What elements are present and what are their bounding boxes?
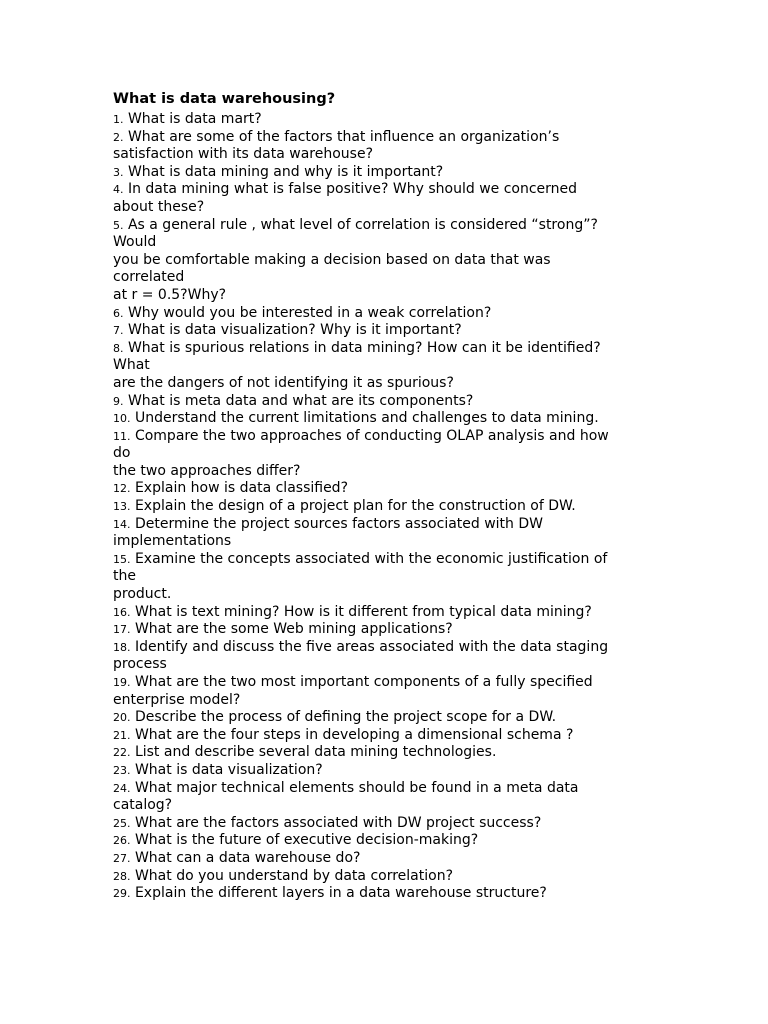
question-line (113, 269, 658, 287)
question-number: 19. (113, 676, 131, 689)
question-text: What is spurious relations in data mining? How can it be identified? (127, 339, 601, 356)
question-line (113, 604, 658, 622)
question-line (113, 199, 658, 217)
question-text: do (113, 445, 131, 462)
question-item (113, 780, 658, 815)
question-text: List and describe several data mining technologies. (134, 744, 497, 761)
question-line (113, 709, 658, 727)
question-number: 24. (113, 781, 131, 795)
question-text: at r = 0.5?Why? (113, 286, 227, 303)
question-line (113, 656, 658, 674)
document-page (113, 88, 658, 903)
question-text: Why would you be interested in a weak correlation? (127, 304, 492, 321)
question-line (113, 551, 658, 569)
question-line (113, 692, 658, 710)
question-item (113, 832, 658, 850)
question-line (113, 463, 658, 481)
question-line (113, 516, 658, 534)
question-text: are the dangers of not identifying it as spurious? (113, 374, 454, 391)
question-item (113, 410, 658, 428)
question-text: What is data visualization? (134, 761, 323, 778)
question-text: What do you understand by data correlation? (134, 867, 453, 884)
question-line (113, 868, 658, 886)
question-item (113, 111, 658, 129)
question-line (113, 762, 658, 780)
question-number: 18. (113, 640, 131, 654)
question-item (113, 164, 658, 182)
question-number: 22. (113, 746, 131, 760)
question-item (113, 480, 658, 498)
question-number: 25. (113, 816, 131, 830)
question-line (113, 850, 658, 868)
question-text: As a general rule , what level of correlation is considered “strong”? (127, 216, 598, 233)
question-text: you be comfortable making a decision based on data that was (113, 251, 551, 268)
question-text: process (113, 656, 167, 673)
question-text: In data mining what is false positive? Why should we concerned (127, 181, 578, 198)
question-line (113, 428, 658, 446)
question-text: Identify and discuss the five areas associated with the data staging (134, 638, 609, 655)
question-line (113, 815, 658, 833)
question-number: 8. (113, 341, 124, 355)
question-number: 15. (113, 552, 131, 566)
question-line (113, 357, 658, 375)
question-line (113, 164, 658, 182)
question-number: 27. (113, 851, 131, 865)
question-text: the (113, 568, 136, 585)
question-line (113, 480, 658, 498)
question-number: 13. (113, 500, 131, 514)
question-text: What are the two most important components of a fully specified (134, 674, 593, 690)
question-text: What is the future of executive decision-making? (134, 832, 479, 849)
question-item (113, 674, 658, 709)
question-line (113, 393, 658, 411)
question-text: correlated (113, 269, 185, 286)
question-line (113, 445, 658, 463)
question-item (113, 393, 658, 411)
question-line (113, 252, 658, 270)
question-line (113, 111, 658, 129)
question-item (113, 340, 658, 393)
question-line (113, 217, 658, 235)
document-title: What is data warehousing? (113, 91, 336, 107)
question-number: 16. (113, 605, 131, 619)
question-item (113, 516, 658, 551)
question-item (113, 621, 658, 639)
question-text: catalog? (113, 797, 173, 814)
question-text: Explain the design of a project plan for the construction of DW. (134, 498, 576, 515)
question-number: 2. (113, 130, 124, 144)
question-number: 28. (113, 869, 131, 883)
question-text: What are the four steps in developing a dimensional schema ? (134, 726, 574, 743)
question-text: satisfaction with its data warehouse? (113, 146, 374, 163)
question-item (113, 850, 658, 868)
question-item (113, 639, 658, 674)
question-line (113, 305, 658, 323)
question-item (113, 322, 658, 340)
question-item (113, 551, 658, 604)
question-text: What major technical elements should be found in a meta data (134, 779, 579, 796)
question-text: implementations (113, 533, 232, 550)
question-item (113, 885, 658, 903)
question-number: 26. (113, 834, 131, 848)
question-line (113, 832, 658, 850)
question-line (113, 498, 658, 516)
question-number: 1. (113, 113, 124, 126)
question-item (113, 428, 658, 481)
question-item (113, 217, 658, 305)
question-number: 14. (113, 517, 131, 531)
question-text: What (113, 357, 150, 374)
question-item (113, 762, 658, 780)
question-line (113, 410, 658, 428)
question-number: 17. (113, 623, 131, 637)
question-number: 21. (113, 728, 131, 742)
question-number: 29. (113, 887, 131, 901)
question-item (113, 129, 658, 164)
question-number: 5. (113, 218, 124, 232)
question-text: What can a data warehouse do? (134, 849, 361, 866)
question-line (113, 568, 658, 586)
question-text: product. (113, 586, 172, 603)
question-number: 7. (113, 324, 124, 338)
question-line (113, 780, 658, 798)
question-text: Compare the two approaches of conducting OLAP analysis and how (134, 427, 609, 444)
question-text: Examine the concepts associated with the economic justification of (134, 550, 608, 567)
question-text: Understand the current limitations and challenges to data mining. (134, 410, 599, 427)
question-text: What are the factors associated with DW project success? (134, 814, 542, 831)
question-line (113, 375, 658, 393)
question-line (113, 129, 658, 147)
question-text: What is text mining? How is it different from typical data mining? (134, 603, 592, 620)
question-item (113, 181, 658, 216)
question-text: about these? (113, 198, 205, 215)
question-item (113, 868, 658, 886)
question-number: 20. (113, 711, 131, 725)
question-item (113, 709, 658, 727)
question-text: What is data visualization? Why is it important? (127, 322, 462, 339)
question-list (113, 111, 658, 903)
question-line (113, 586, 658, 604)
question-line (113, 146, 658, 164)
question-number: 6. (113, 306, 124, 320)
question-number: 3. (113, 165, 124, 179)
question-line (113, 639, 658, 657)
question-item (113, 744, 658, 762)
question-text: Would (113, 234, 157, 251)
question-text: Determine the project sources factors associated with DW (134, 515, 543, 532)
question-number: 23. (113, 763, 131, 777)
question-line (113, 181, 658, 199)
question-number: 12. (113, 482, 131, 496)
question-line (113, 621, 658, 639)
question-text: What is meta data and what are its components? (127, 392, 474, 409)
question-text: What is data mining and why is it important? (127, 163, 444, 180)
question-line (113, 727, 658, 745)
question-line (113, 885, 658, 903)
question-text: Describe the process of defining the project scope for a DW. (134, 709, 557, 726)
question-text: Explain the different layers in a data warehouse structure? (134, 885, 547, 902)
question-number: 9. (113, 394, 124, 408)
question-text: the two approaches differ? (113, 462, 301, 479)
question-item (113, 604, 658, 622)
question-text: What are some of the factors that influence an organization’s (127, 128, 560, 145)
question-line (113, 340, 658, 358)
question-text: What are the some Web mining applications? (134, 621, 453, 638)
question-line (113, 744, 658, 762)
question-number: 11. (113, 429, 131, 443)
question-text: Explain how is data classified? (134, 480, 349, 497)
question-line (113, 287, 658, 305)
question-number: 10. (113, 412, 131, 426)
question-line (113, 797, 658, 815)
question-item (113, 305, 658, 323)
question-line (113, 533, 658, 551)
question-line (113, 674, 658, 692)
question-line (113, 234, 658, 252)
question-item (113, 815, 658, 833)
question-item (113, 498, 658, 516)
question-text: What is data mart? (127, 111, 262, 127)
question-line (113, 322, 658, 340)
question-item (113, 727, 658, 745)
question-text: enterprise model? (113, 691, 241, 708)
question-number: 4. (113, 183, 124, 197)
